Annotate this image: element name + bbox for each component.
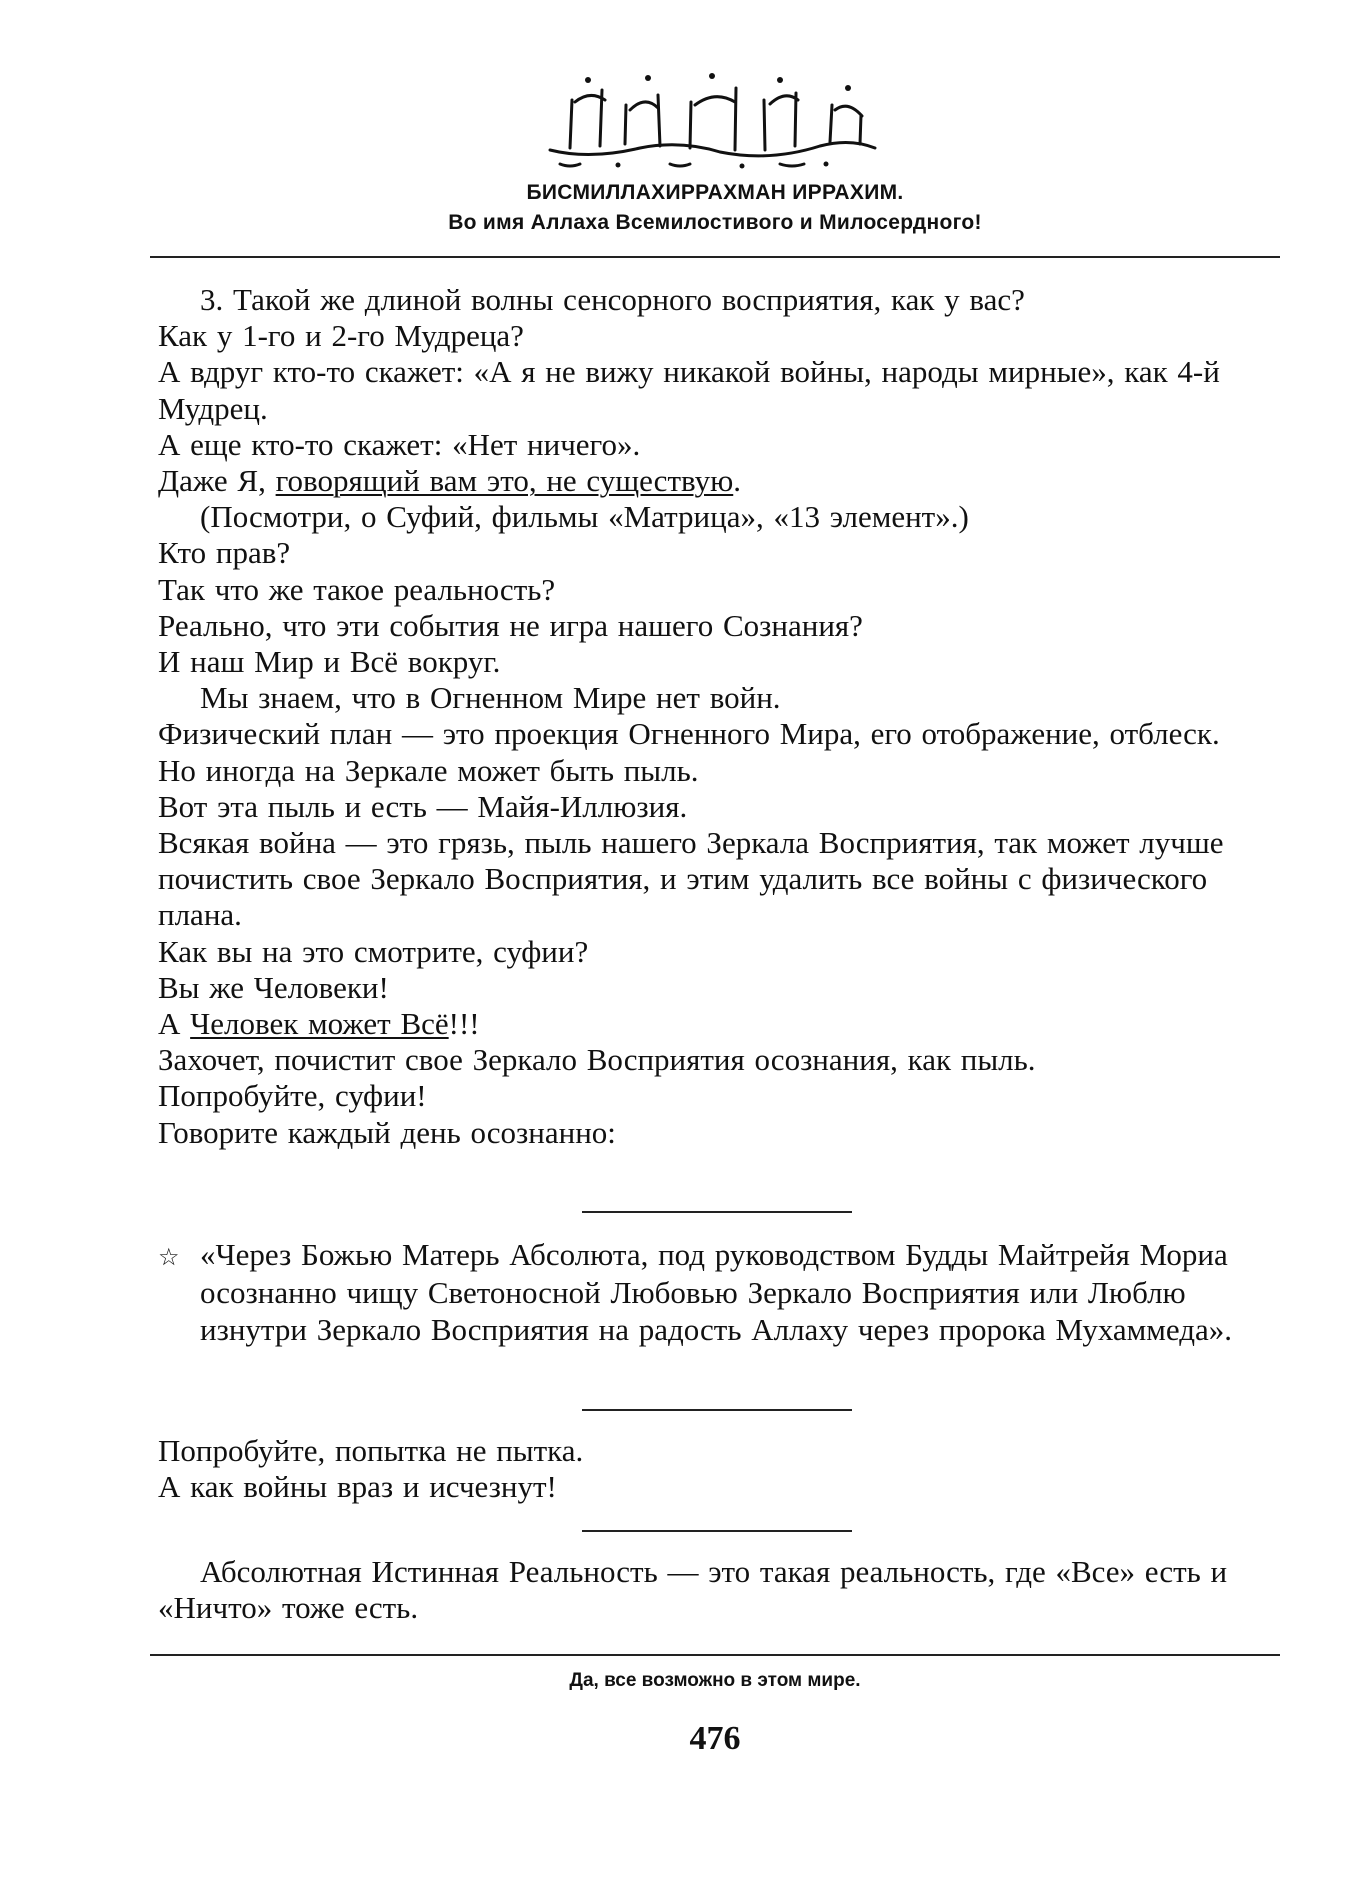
page-header: [150, 178, 1280, 238]
text-line: Попробуйте, суфии!: [158, 1078, 427, 1114]
text-line: [158, 463, 1288, 499]
text-line: Говорите каждый день осознанно:: [158, 1114, 616, 1150]
text-fragment: Даже Я,: [158, 463, 276, 499]
text-line: Реально, что эти события не игра нашего Сознания?: [158, 607, 863, 643]
basmala-text: بِسْمِ ٱللَّٰهِ ٱلرَّحْمَٰنِ ٱلرَّحِيمِ: [530, 60, 542, 61]
footer-divider: [150, 1654, 1280, 1656]
text-fragment: А: [158, 1006, 191, 1042]
text-line: (Посмотри, о Суфий, фильмы «Матрица», «13 элемент».): [200, 499, 969, 535]
section-divider: [582, 1530, 852, 1532]
text-fragment: !!!: [448, 1006, 480, 1042]
text-line: Попробуйте, попытка не пытка.: [158, 1433, 584, 1468]
text-line: [158, 1006, 1288, 1042]
text-fragment: .: [733, 463, 741, 499]
text-line: А вдруг кто-то скажет: «А я не вижу никакой войны, народы мирные», как 4-й Мудрец.: [158, 354, 1220, 426]
text-line: И наш Мир и Всё вокруг.: [158, 644, 501, 680]
text-line: Как у 1-го и 2-го Мудреца?: [158, 318, 524, 354]
section-divider: [582, 1409, 852, 1411]
text-line: Вот эта пыль и есть — Майя-Иллюзия.: [158, 788, 688, 824]
text-line: Вы же Человеки!: [158, 969, 389, 1005]
text-line: Всякая война — это грязь, пыль нашего Зеркала Восприятия, так может лучше почистить свое Зеркало Восприятия, и этим удалить все войны с физического плана.: [158, 825, 1224, 933]
text-line: Кто прав?: [158, 535, 291, 571]
basmala-calligraphy: [530, 60, 890, 170]
text-line: А как войны враз и исчезнут!: [158, 1469, 557, 1505]
conclusion-text: [158, 1554, 1288, 1626]
text-line: Мы знаем, что в Огненном Мире нет войн.: [200, 680, 781, 716]
text-line: Но иногда на Зеркале может быть пыль.: [158, 752, 699, 788]
text-line: Как вы на это смотрите, суфии?: [158, 933, 589, 969]
text-line: Так что же такое реальность?: [158, 571, 556, 607]
header-title: БИСМИЛЛАХИРРАХМАН ИРРАХИМ.: [526, 181, 904, 204]
header-divider: [150, 256, 1280, 258]
main-text: [158, 282, 1288, 1151]
text-line: Физический план — это проекция Огненного Мира, его отображение, отблеск.: [158, 716, 1220, 752]
text-line: Захочет, почистит свое Зеркало Восприятия осознания, как пыль.: [158, 1042, 1036, 1078]
closing-text: [158, 1433, 1288, 1505]
affirmation-block: [158, 1236, 1288, 1349]
header-subtitle: Во имя Аллаха Всемилостивого и Милосердного!: [448, 211, 982, 234]
text-line: А еще кто-то скажет: «Нет ничего».: [158, 426, 641, 462]
section-divider: [582, 1211, 852, 1213]
underlined-phrase: Человек может Всё: [190, 1006, 449, 1042]
text-line: Абсолютная Истинная Реальность — это такая реальность, где «Все» есть и «Ничто» тоже есть.: [158, 1554, 1228, 1626]
affirmation-text: «Через Божью Матерь Абсолюта, под руководством Будды Майтрейя Мориа осознанно чищу Светоносной Любовью Зеркало Восприятия или Люблю изнутри Зеркало Восприятия на радость Аллаху через пророка Мухаммеда».: [200, 1237, 1233, 1347]
text-line: 3. Такой же длиной волны сенсорного восприятия, как у вас?: [200, 282, 1025, 317]
star-icon: ☆: [158, 1243, 180, 1271]
footer-note: Да, все возможно в этом мире.: [569, 1670, 861, 1691]
underlined-phrase: говорящий вам это, не существую: [275, 463, 734, 499]
page-number: 476: [689, 1720, 741, 1757]
